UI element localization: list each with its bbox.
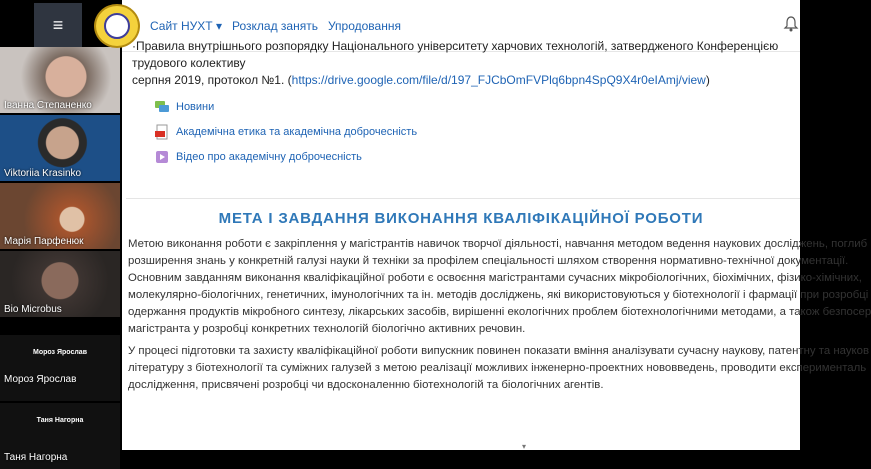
goal-paragraph	[128, 236, 871, 338]
paragraph-line: літературу з біотехнології та суміжних галузей з метою реалізації можливих інженерно-проектних нововведень, проводити експерименталь	[128, 362, 867, 374]
news-link-label: Новини	[176, 100, 215, 113]
participant-avatar	[0, 335, 120, 401]
video-icon	[154, 150, 170, 164]
participant-center-label: Мороз Ярослав	[32, 349, 88, 356]
participant-name: Bio Microbus	[4, 304, 62, 315]
paragraph-line: дослідження, присвячені розробці чи вдосконаленню біотехнологій та біологічних агентів.	[128, 379, 604, 391]
paragraph-line: розширення знань у конкретній галузі науки й техніки за профілем спеціальності шляхом створення нормативно-технічної документації.	[128, 255, 849, 267]
participant-name: Таня Нагорна	[4, 452, 68, 463]
paragraph-line: магістранта у розробці конкретних технологій біологічно активних речовин.	[128, 323, 526, 335]
paragraph-line: молекулярно-біологічних, генетичних, імунологічних та ін. методів досліджень, які використовуються у біотехнології і фармації при розробці	[128, 289, 869, 301]
logo-icon	[104, 13, 130, 39]
participant-center-label: Таня Нагорна	[36, 417, 84, 424]
rules-line-2	[132, 72, 812, 89]
nav-site-link[interactable]: Сайт НУХТ ▾	[150, 19, 222, 33]
forum-icon	[154, 100, 170, 114]
rules-text	[132, 38, 812, 89]
nav-jobs-link[interactable]: Упродовання	[327, 19, 401, 33]
participant-tile[interactable]	[0, 403, 120, 469]
site-nav	[150, 19, 401, 33]
participant-tile[interactable]	[0, 47, 120, 113]
academic-video-link[interactable]	[154, 144, 417, 169]
paragraph-line: У процесі підготовки та захисту кваліфікаційної роботи випускник повинен показати вміння аналізувати сучасну наукову, патентну та науков	[128, 345, 870, 357]
participant-tile[interactable]	[0, 251, 120, 317]
hamburger-icon: ≡	[52, 14, 64, 35]
academic-ethics-link-label: Академічна етика та академічна доброчесність	[176, 125, 418, 138]
rules-line-2-close: )	[705, 73, 710, 87]
participants-panel	[0, 0, 122, 463]
participant-name: Мороз Ярослав	[4, 374, 77, 385]
resource-links	[154, 94, 417, 169]
section-divider	[126, 198, 800, 199]
academic-video-link-label: Відео про академічну доброчесність	[176, 150, 362, 163]
nav-schedule-link[interactable]: Розклад занять	[232, 19, 318, 33]
nav-site-label: Сайт НУХТ	[150, 19, 213, 33]
notification-bell-icon[interactable]	[784, 16, 798, 32]
paragraph-line: Метою виконання роботи є закріплення у магістрантів навичок творчої діяльності, навчання методом ведення наукових досліджень, поглиб	[128, 238, 868, 250]
scroll-down-icon[interactable]: ▾	[522, 442, 527, 451]
skills-paragraph	[128, 343, 870, 394]
menu-toggle-button[interactable]	[34, 3, 82, 47]
rules-line-2-text: серпня 2019, протокол №1. (	[132, 73, 292, 87]
participant-tile[interactable]	[0, 183, 120, 249]
participant-tile[interactable]	[0, 335, 120, 401]
participant-tile[interactable]	[0, 115, 120, 181]
participant-name: Марія Парфенюк	[4, 236, 84, 247]
academic-ethics-link[interactable]	[154, 119, 417, 144]
rules-line-1: ·Правила внутрішнього розпорядку Національного університету харчових технологій, затвердженого Конференцією трудового колективу	[132, 39, 779, 70]
news-link[interactable]	[154, 94, 417, 119]
participant-name: Viktoriia Krasinko	[4, 168, 82, 179]
pdf-icon	[154, 125, 170, 139]
section-heading: МЕТА І ЗАВДАННЯ ВИКОНАННЯ КВАЛІФІКАЦІЙНОЇ РОБОТИ	[218, 210, 704, 227]
paragraph-line: Основним завданням виконання кваліфікаційної роботи є освоєння магістрантами сучасних мікробіологічних, біохімічних, фізико-хімічних,	[128, 272, 862, 284]
paragraph-line: одержання продуктів мікробного синтезу, лікарських засобів, вирішенні екологічних проблем біотехнологічними методами, а також безпосер	[128, 306, 871, 318]
participant-name: Іванна Степаненко	[4, 100, 92, 111]
rules-drive-link[interactable]: https://drive.google.com/file/d/197_FJCbOmFVPlq6bpn4SpQ9X4r0eIAmj/view	[291, 73, 706, 87]
